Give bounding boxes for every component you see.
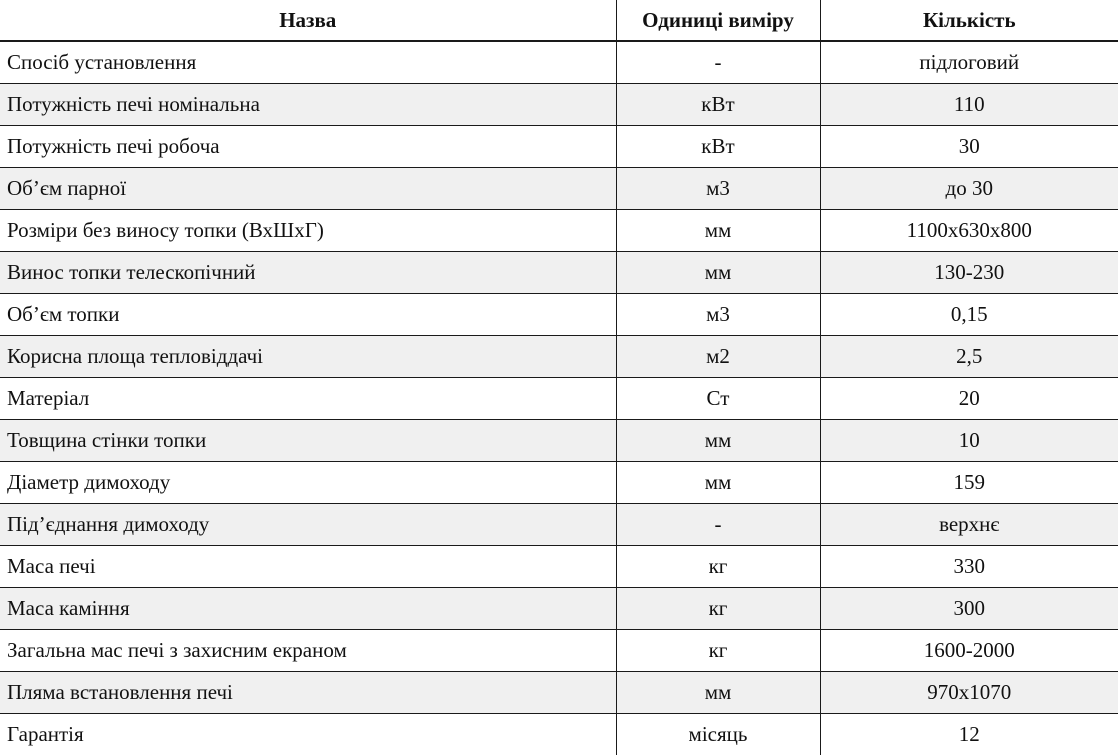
cell-quantity: 2,5 xyxy=(820,336,1118,378)
table-row xyxy=(0,168,1118,210)
table-row xyxy=(0,336,1118,378)
cell-unit: кг xyxy=(616,588,820,630)
cell-quantity: 300 xyxy=(820,588,1118,630)
table-row xyxy=(0,210,1118,252)
cell-quantity: 1100х630х800 xyxy=(820,210,1118,252)
cell-quantity: 110 xyxy=(820,84,1118,126)
cell-name: Винос топки телескопічний xyxy=(0,252,616,294)
cell-quantity: 130-230 xyxy=(820,252,1118,294)
cell-quantity: до 30 xyxy=(820,168,1118,210)
cell-quantity: 159 xyxy=(820,462,1118,504)
table-row xyxy=(0,420,1118,462)
cell-quantity: підлоговий xyxy=(820,41,1118,84)
table-header-row xyxy=(0,0,1118,41)
table-row xyxy=(0,462,1118,504)
cell-unit: мм xyxy=(616,420,820,462)
cell-unit: - xyxy=(616,504,820,546)
cell-name: Гарантія xyxy=(0,714,616,755)
cell-quantity: 12 xyxy=(820,714,1118,755)
cell-name: Маса каміння xyxy=(0,588,616,630)
table-body xyxy=(0,41,1118,755)
header-unit: Одиниці виміру xyxy=(616,0,820,41)
table-row xyxy=(0,504,1118,546)
header-name: Назва xyxy=(0,0,616,41)
cell-unit: Ст xyxy=(616,378,820,420)
table-row xyxy=(0,84,1118,126)
cell-name: Потужність печі номінальна xyxy=(0,84,616,126)
table-row xyxy=(0,252,1118,294)
cell-name: Загальна мас печі з захисним екраном xyxy=(0,630,616,672)
cell-name: Об’єм топки xyxy=(0,294,616,336)
cell-unit: - xyxy=(616,41,820,84)
cell-unit: кг xyxy=(616,630,820,672)
table-row xyxy=(0,546,1118,588)
cell-unit: кВт xyxy=(616,84,820,126)
cell-name: Товщина стінки топки xyxy=(0,420,616,462)
cell-quantity: 0,15 xyxy=(820,294,1118,336)
cell-unit: мм xyxy=(616,462,820,504)
cell-name: Пляма встановлення печі xyxy=(0,672,616,714)
cell-quantity: 20 xyxy=(820,378,1118,420)
cell-unit: мм xyxy=(616,252,820,294)
table-row xyxy=(0,672,1118,714)
table-row xyxy=(0,378,1118,420)
table-row xyxy=(0,126,1118,168)
table-row xyxy=(0,714,1118,755)
cell-quantity: верхнє xyxy=(820,504,1118,546)
cell-name: Під’єднання димоходу xyxy=(0,504,616,546)
cell-quantity: 1600-2000 xyxy=(820,630,1118,672)
cell-name: Об’єм парної xyxy=(0,168,616,210)
cell-name: Матеріал xyxy=(0,378,616,420)
cell-name: Розміри без виносу топки (ВхШхГ) xyxy=(0,210,616,252)
cell-name: Корисна площа тепловіддачі xyxy=(0,336,616,378)
cell-unit: м3 xyxy=(616,294,820,336)
cell-name: Діаметр димоходу xyxy=(0,462,616,504)
cell-quantity: 30 xyxy=(820,126,1118,168)
cell-unit: м3 xyxy=(616,168,820,210)
cell-quantity: 10 xyxy=(820,420,1118,462)
cell-unit: мм xyxy=(616,672,820,714)
cell-name: Спосіб установлення xyxy=(0,41,616,84)
table-row xyxy=(0,588,1118,630)
table-row xyxy=(0,41,1118,84)
table-row xyxy=(0,294,1118,336)
table-row xyxy=(0,630,1118,672)
cell-name: Маса печі xyxy=(0,546,616,588)
cell-unit: кг xyxy=(616,546,820,588)
cell-unit: кВт xyxy=(616,126,820,168)
cell-unit: мм xyxy=(616,210,820,252)
header-quantity: Кількість xyxy=(820,0,1118,41)
cell-unit: місяць xyxy=(616,714,820,755)
cell-unit: м2 xyxy=(616,336,820,378)
cell-quantity: 970х1070 xyxy=(820,672,1118,714)
cell-quantity: 330 xyxy=(820,546,1118,588)
cell-name: Потужність печі робоча xyxy=(0,126,616,168)
